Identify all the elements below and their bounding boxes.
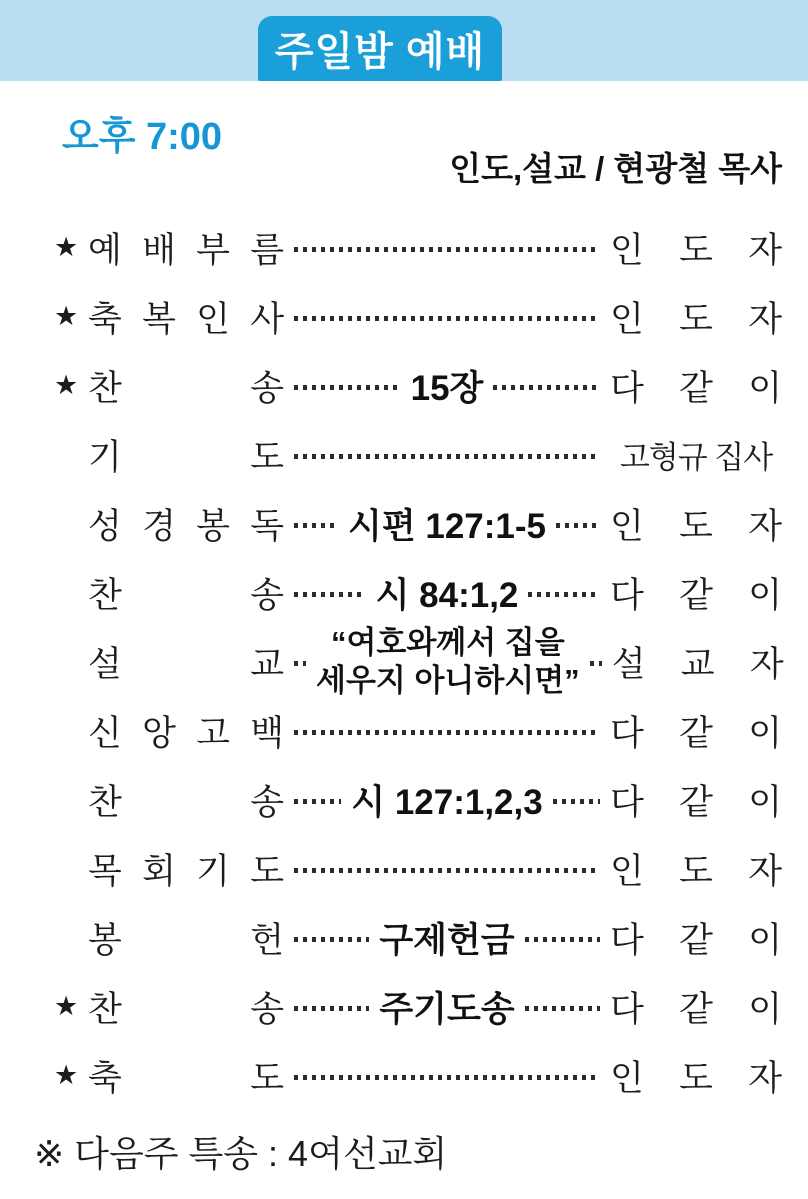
item-label: 목 회 기 도 <box>88 851 284 891</box>
order-row <box>0 351 782 420</box>
performer: 다 같 이 <box>610 575 782 615</box>
subheader <box>0 81 808 213</box>
item-label: 예 배 부 름 <box>88 230 284 270</box>
star-icon: ★ <box>54 301 79 331</box>
dotted-leader <box>528 592 600 597</box>
leader-line: 인도,설교 / 현광철 목사 <box>449 150 782 187</box>
item-label: 봉 헌 <box>88 920 284 960</box>
order-row <box>0 834 782 903</box>
item-label: 설 교 <box>88 644 284 684</box>
dotted-leader <box>294 799 341 804</box>
item-label: 찬 송 <box>88 368 284 408</box>
item-label: 기 도 <box>88 437 284 477</box>
dotted-leader <box>294 868 600 873</box>
order-row <box>0 213 782 282</box>
item-label: 축 도 <box>88 1058 284 1098</box>
order-row <box>0 972 782 1041</box>
dotted-leader <box>294 454 600 459</box>
item-label: 성 경 봉 독 <box>88 506 284 546</box>
footer-note: ※ 다음주 특송 : 4여선교회 <box>34 1133 448 1174</box>
dotted-leader <box>294 1075 600 1080</box>
performer: 다 같 이 <box>610 368 782 408</box>
page-title: 주일밤 예배 <box>274 30 486 74</box>
performer: 고형규 집사 <box>619 440 773 475</box>
performer: 설 교 자 <box>611 644 784 684</box>
item-label: 찬 송 <box>88 782 284 822</box>
dotted-leader <box>553 799 600 804</box>
dotted-leader <box>294 592 366 597</box>
dotted-leader <box>294 316 600 321</box>
dotted-leader <box>294 523 338 528</box>
star-icon: ★ <box>54 1060 79 1090</box>
performer: 인 도 자 <box>610 506 783 546</box>
performer: 다 같 이 <box>610 782 782 822</box>
dotted-leader <box>294 1006 369 1011</box>
item-detail: 시편 127:1-5 <box>348 506 546 546</box>
performer: 인 도 자 <box>610 851 782 891</box>
item-label: 신 앙 고 백 <box>88 713 284 753</box>
dotted-leader <box>294 937 369 942</box>
item-detail: 시 84:1,2 <box>375 575 519 615</box>
performer: 다 같 이 <box>610 920 782 960</box>
title-box <box>258 16 502 81</box>
star-icon: ★ <box>54 370 79 400</box>
order-row <box>0 903 782 972</box>
dotted-leader <box>294 385 401 390</box>
performer: 인 도 자 <box>610 1058 782 1098</box>
item-detail: 구제헌금 <box>379 920 515 960</box>
service-time: 오후 7:00 <box>62 116 223 158</box>
dotted-leader <box>525 1006 600 1011</box>
item-detail: 15장 <box>410 368 484 408</box>
dotted-leader <box>590 661 602 666</box>
star-icon: ★ <box>54 991 79 1021</box>
order-row <box>0 696 782 765</box>
dotted-leader <box>294 247 600 252</box>
dotted-leader <box>525 937 600 942</box>
dotted-leader <box>294 661 306 666</box>
item-detail: 주기도송 <box>379 989 515 1029</box>
order-row <box>0 1041 782 1110</box>
item-label: 찬 송 <box>88 989 284 1029</box>
dotted-leader <box>556 523 600 528</box>
order-row <box>0 558 782 627</box>
item-label: 찬 송 <box>88 575 284 615</box>
item-label: 축 복 인 사 <box>88 299 284 339</box>
performer: 다 같 이 <box>610 989 782 1029</box>
order-of-worship <box>0 213 808 1110</box>
item-detail: 시 127:1,2,3 <box>351 782 543 822</box>
header-band <box>0 0 808 81</box>
star-icon: ★ <box>54 232 79 262</box>
order-row <box>0 765 782 834</box>
performer: 인 도 자 <box>610 230 782 270</box>
performer: 인 도 자 <box>610 299 782 339</box>
order-row <box>0 420 782 489</box>
performer: 다 같 이 <box>610 713 782 753</box>
order-row <box>0 489 782 558</box>
dotted-leader <box>493 385 600 390</box>
order-row <box>0 627 782 696</box>
item-detail: “여호와께서 집을 세우지 아니하시면” <box>316 625 580 698</box>
order-row <box>0 282 782 351</box>
dotted-leader <box>294 730 600 735</box>
